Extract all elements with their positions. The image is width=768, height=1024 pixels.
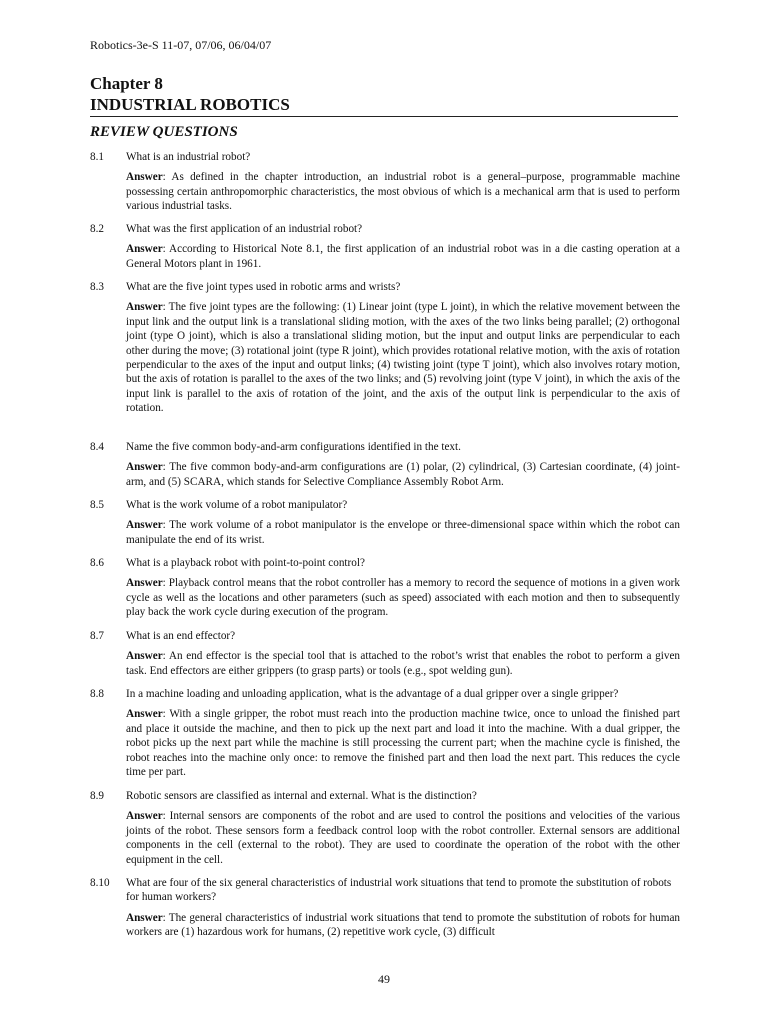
question-block [90,280,680,416]
answer-label: Answer [126,650,163,663]
answer-body: : The general characteristics of industrial work situations that tend to promote the substitution of robots for human workers are (1) hazardous work for humans, (2) repetitive work cycle, (3) difficult [126,911,680,939]
question-line [90,876,680,905]
question-text: Name the five common body-and-arm configurations identified in the text. [126,441,461,453]
question-block [90,629,680,678]
question-text: What is an end effector? [126,630,236,642]
answer-text [126,576,680,619]
title-rule [90,116,678,117]
answer-label: Answer [126,708,163,721]
question-line [90,222,680,236]
answer-body: : Playback control means that the robot controller has a memory to record the sequence of motions in a given work cycle as well as the locations and other parameters (such as speed) associated with each motion and then to subsequently play back the work cycle during execution of the program. [126,577,680,619]
question-text: Robotic sensors are classified as internal and external. What is the distinction? [126,790,477,802]
question-number: 8.1 [90,151,104,163]
question-number: 8.10 [90,877,110,889]
answer-text [126,242,680,271]
answer-text [126,300,680,415]
answer-text [126,518,680,547]
question-number: 8.5 [90,499,104,511]
page-number: 49 [378,972,390,986]
question-block [90,498,680,547]
answer-body: : An end effector is the special tool that is attached to the robot’s wrist that enables the robot to perform a given task. End effectors are either grippers (to grasp parts) or tools (e.g., spot welding gun). [126,650,680,677]
answer-body: : Internal sensors are components of the robot and are used to control the positions and velocities of the various joints of the robot. These sensors form a feedback control loop with the robot controller. External sensors are additional components in the cell (external to the robot). They are used to coordinate the operation of the robot with the other equipment in the cell. [126,810,680,866]
answer-body: : With a single gripper, the robot must reach into the production machine twice, once to unload the finished part and place it outside the machine, and then to pick up the next part and load it into the machine. With a dual gripper, the robot picks up the next part while the machine is still processing the current part; when the machine cycle is finished, the robot reaches into the machine only once: to remove the finished part and then load the next part. This reduces the cycle time per part. [126,708,680,779]
question-number: 8.8 [90,688,104,700]
question-line [90,280,680,294]
answer-body: : The five common body-and-arm configurations are (1) polar, (2) cylindrical, (3) Cartesian coordinate, (4) joint-arm, and (5) SCARA, which stands for Selective Compliance Assembly Robot Arm. [126,461,680,488]
question-block [90,687,680,779]
question-text: What is an industrial robot? [126,151,251,163]
chapter-title: INDUSTRIAL ROBOTICS [90,95,290,114]
question-line [90,629,680,643]
answer-label: Answer [126,243,163,256]
answer-text [126,707,680,779]
section-title: REVIEW QUESTIONS [90,124,238,140]
question-line [90,440,680,454]
answer-label: Answer [126,171,163,184]
question-number: 8.3 [90,281,104,293]
answer-body: : According to Historical Note 8.1, the first application of an industrial robot was in a die casting operation at a General Motors plant in 1961. [126,243,680,270]
answer-label: Answer [126,519,163,532]
answer-text [126,170,680,213]
question-number: 8.2 [90,223,104,235]
question-text: What is the work volume of a robot manipulator? [126,499,348,511]
answer-label: Answer [126,461,163,474]
answer-label: Answer [126,810,163,823]
question-text: What was the first application of an industrial robot? [126,223,363,235]
answer-text [126,460,680,489]
question-block [90,222,680,271]
answer-text [126,911,680,940]
question-number: 8.7 [90,630,104,642]
question-text: What is a playback robot with point-to-point control? [126,557,365,569]
answer-label: Answer [126,911,163,924]
question-line [90,498,680,512]
question-text: What are four of the six general characteristics of industrial work situations that tend to promote the substitution of robots for human workers? [126,877,672,904]
question-block [90,150,680,214]
question-block [90,789,680,867]
question-text: In a machine loading and unloading application, what is the advantage of a dual gripper over a single gripper? [126,688,619,700]
answer-text [126,649,680,678]
question-text: What are the five joint types used in robotic arms and wrists? [126,281,401,293]
question-number: 8.4 [90,441,104,453]
chapter-label: Chapter 8 [90,74,163,93]
answer-body: : As defined in the chapter introduction, an industrial robot is a general–purpose, programmable machine possessing certain anthropomorphic characteristics, the most obvious of which is a mechanical arm that is used to perform various industrial tasks. [126,171,680,213]
question-number: 8.9 [90,790,104,802]
question-block [90,556,680,620]
answer-body: : The work volume of a robot manipulator is the envelope or three-dimensional space within which the robot can manipulate the end of its wrist. [126,519,680,546]
question-number: 8.6 [90,557,104,569]
answer-label: Answer [126,577,163,590]
question-block [90,876,680,940]
answer-body: : The five joint types are the following: (1) Linear joint (type L joint), in which the relative movement between the input link and the output link is a translational sliding motion, with the axes of the two links being parallel; (2) orthogonal joint (type O joint), which is also a translational sliding motion, but the input and output links are perpendicular to each other during the move; (3) rotational joint (type R joint), which provides rotational relative motion, with the axis of rotation perpendicular to the axes of the input and output links; (4) twisting joint (type T joint), which also involves rotary motion, but the axis of rotation is parallel to the axes of the two links; and (5) revolving joint (type V joint), in which the axis of the input link is parallel to the axis of rotation of the joint, and the axis of the output link is perpendicular to the axis of rotation. [126,301,680,415]
question-line [90,789,680,803]
question-line [90,150,680,164]
question-block [90,440,680,489]
question-line [90,556,680,570]
answer-label: Answer [126,301,163,314]
running-header: Robotics-3e-S 11-07, 07/06, 06/04/07 [90,38,272,52]
answer-text [126,809,680,867]
question-line [90,687,680,701]
